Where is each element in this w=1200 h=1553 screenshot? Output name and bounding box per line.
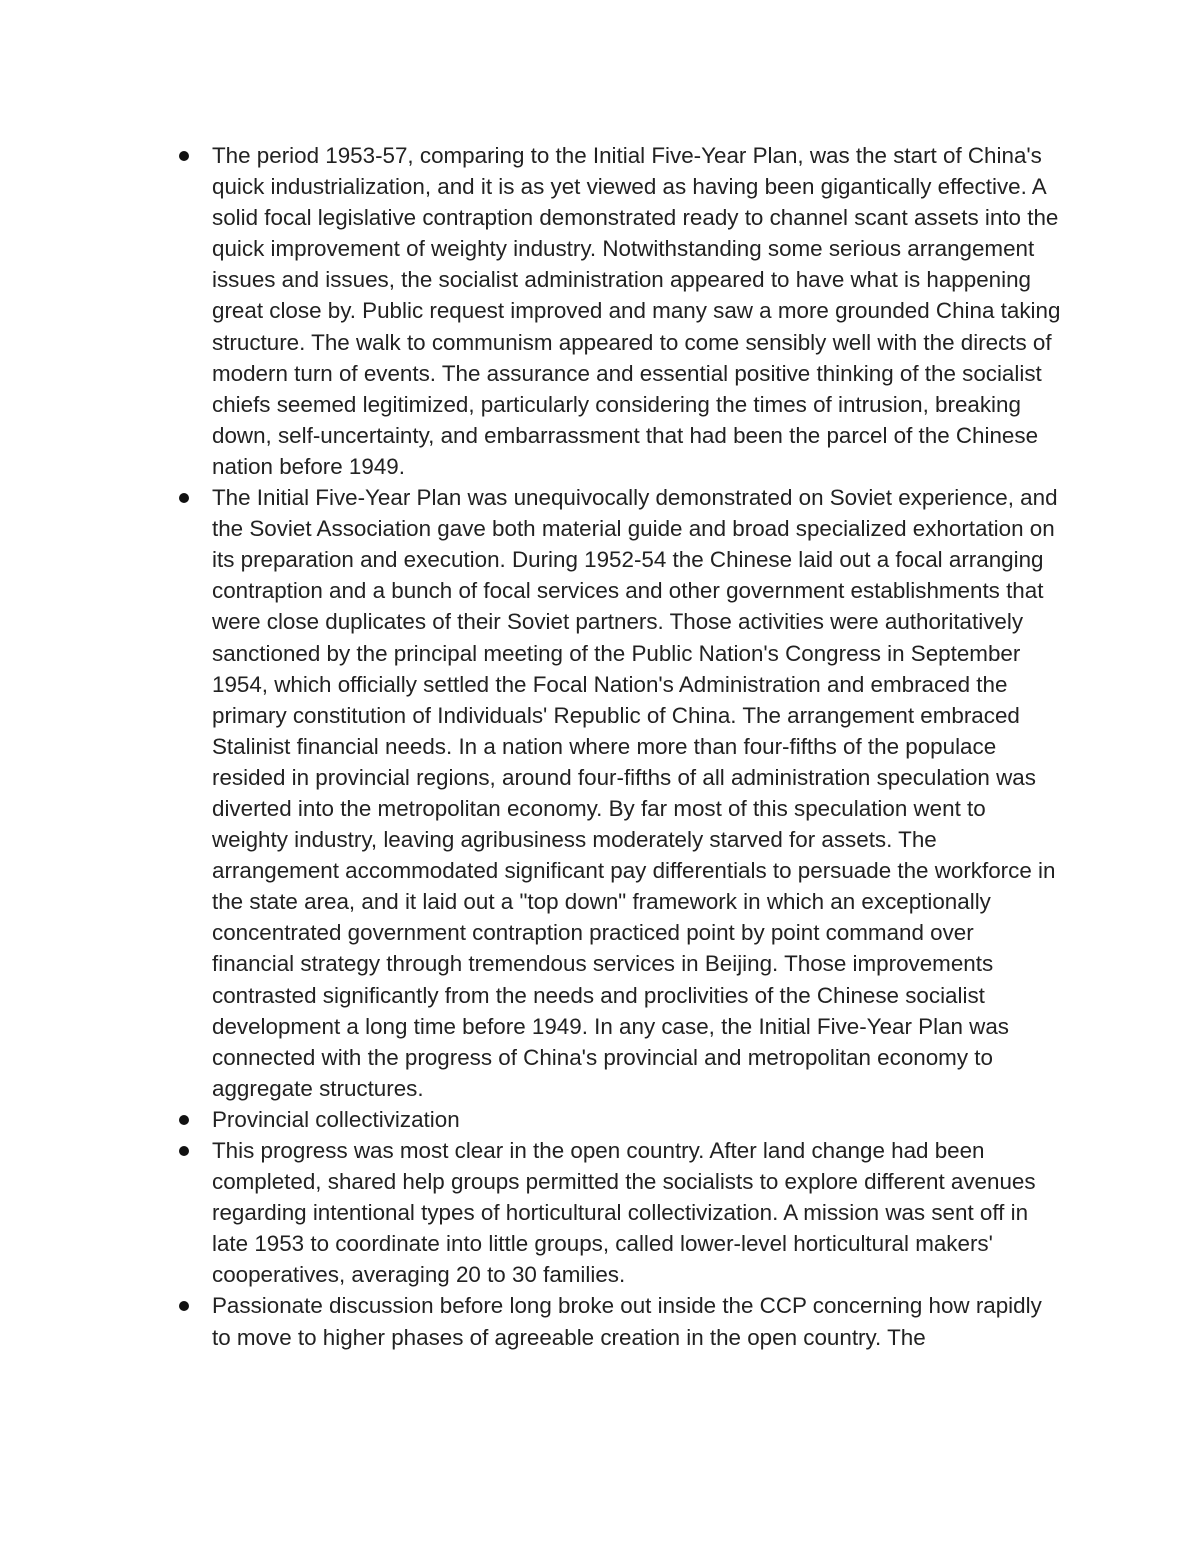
bullet-icon xyxy=(179,1115,189,1125)
paragraph-text: This progress was most clear in the open country. After land change had been completed, shared help groups permitted the socialists to explore different avenues regarding intentional types of horticultural collectivization. A mission was sent off in late 1953 to coordinate into little groups, called lower-level horticultural makers' cooperatives, averaging 20 to 30 families. xyxy=(212,1138,1036,1288)
list-item xyxy=(212,1290,1062,1352)
bullet-icon xyxy=(179,151,189,161)
list-item xyxy=(212,1104,1062,1135)
paragraph-text: The period 1953-57, comparing to the Initial Five-Year Plan, was the start of China's quick industrialization, and it is as yet viewed as having been gigantically effective. A solid focal legislative contraption demonstrated ready to channel scant assets into the quick improvement of weighty industry. Notwithstanding some serious arrangement issues and issues, the socialist administration appeared to have what is happening great close by. Public request improved and many saw a more grounded China taking structure. The walk to communism appeared to come sensibly well with the directs of modern turn of events. The assurance and essential positive thinking of the socialist chiefs seemed legitimized, particularly considering the times of intrusion, breaking down, self-uncertainty, and embarrassment that had been the parcel of the Chinese nation before 1949. xyxy=(212,143,1061,479)
paragraph-text: Passionate discussion before long broke out inside the CCP concerning how rapidly to move to higher phases of agreeable creation in the open country. The xyxy=(212,1293,1042,1350)
list-item xyxy=(212,1135,1062,1290)
list-item xyxy=(212,140,1062,482)
list-item xyxy=(212,482,1062,1104)
bullet-list xyxy=(212,140,1062,1353)
section-heading: Provincial collectivization xyxy=(212,1106,460,1132)
bullet-icon xyxy=(179,1146,189,1156)
bullet-icon xyxy=(179,1301,189,1311)
paragraph-text: The Initial Five-Year Plan was unequivocally demonstrated on Soviet experience, and the Soviet Association gave both material guide and broad specialized exhortation on its preparation and execution. During 1952-54 the Chinese laid out a focal arranging contraption and a bunch of focal services and other government establishments that were close duplicates of their Soviet partners. Those activities were authoritatively sanctioned by the principal meeting of the Public Nation's Congress in September 1954, which officially settled the Focal Nation's Administration and embraced the primary constitution of Individuals' Republic of China. The arrangement embraced Stalinist financial needs. In a nation where more than four-fifths of the populace resided in provincial regions, around four-fifths of all administration speculation was diverted into the metropolitan economy. By far most of this speculation went to weighty industry, leaving agribusiness moderately starved for assets. The arrangement accommodated significant pay differentials to persuade the workforce in the state area, and it laid out a "top down" framework in which an exceptionally concentrated government contraption practiced point by point command over financial strategy through tremendous services in Beijing. Those improvements contrasted significantly from the needs and proclivities of the Chinese socialist development a long time before 1949. In any case, the Initial Five-Year Plan was connected with the progress of China's provincial and metropolitan economy to aggregate structures. xyxy=(212,485,1058,1101)
bullet-icon xyxy=(179,493,189,503)
